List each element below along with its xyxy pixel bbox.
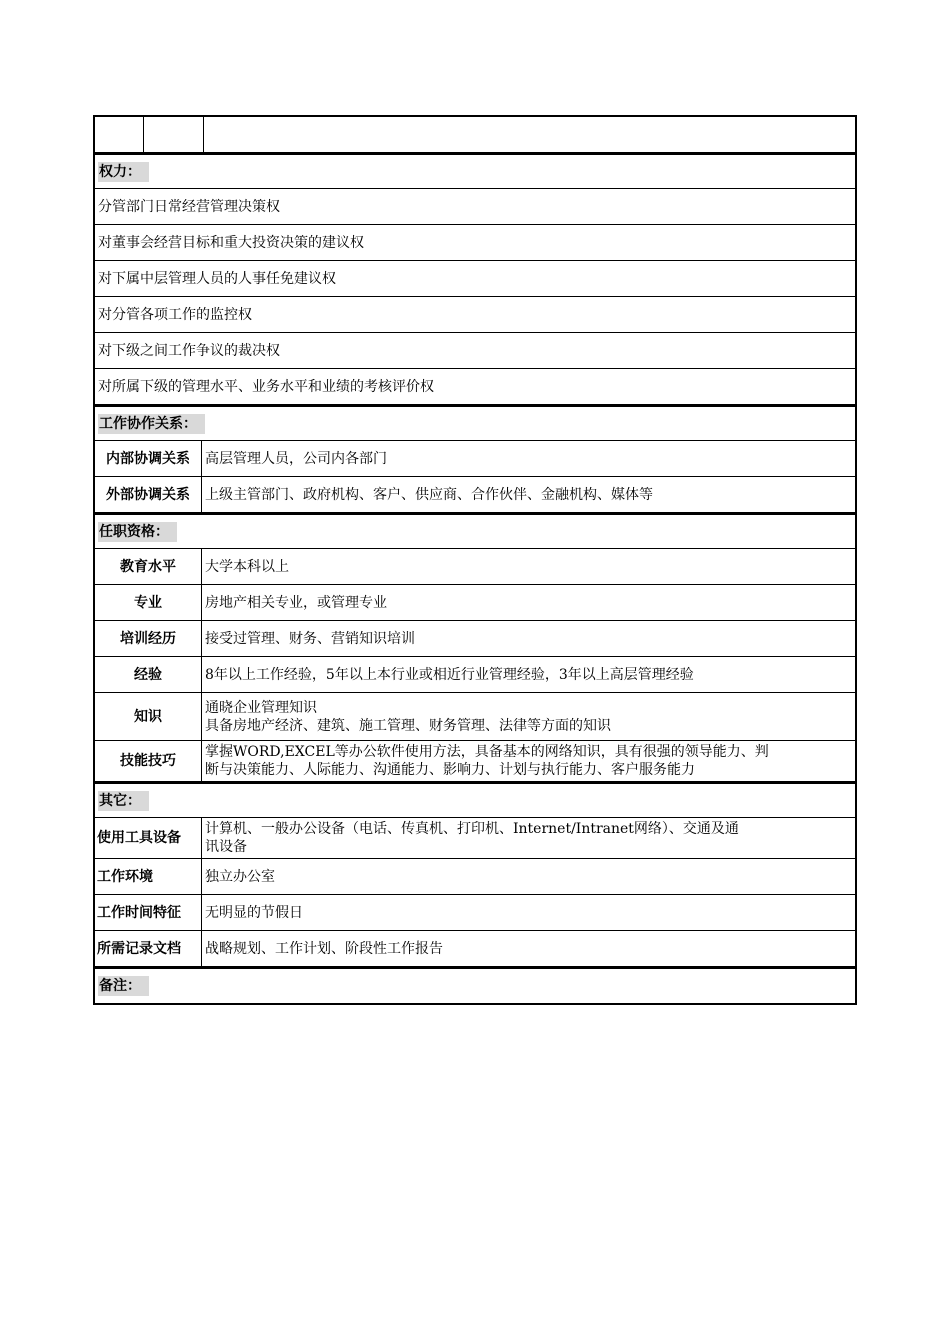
- row-label: 经验: [95, 657, 202, 692]
- qualification-row: [95, 621, 855, 657]
- row-value-line: 通晓企业管理知识: [205, 699, 317, 716]
- power-item: [95, 333, 855, 369]
- cooperation-row: [95, 477, 855, 513]
- other-row: [95, 818, 855, 859]
- cooperation-row: [95, 441, 855, 477]
- power-item: [95, 369, 855, 405]
- row-value-line: 独立办公室: [205, 868, 275, 885]
- power-item-text: 对下级之间工作争议的裁决权: [98, 342, 280, 359]
- section-title: 其它：: [98, 791, 149, 811]
- section-header-power: [95, 153, 855, 189]
- row-label: 知识: [95, 693, 202, 740]
- other-row: [95, 895, 855, 931]
- row-value-line: 计算机、一般办公设备（电话、传真机、打印机、Internet/Intranet网络）、交通及通: [205, 821, 739, 837]
- qualification-row: [95, 549, 855, 585]
- row-label: 内部协调关系: [95, 441, 202, 476]
- power-item: [95, 189, 855, 225]
- blank-cell: [144, 117, 204, 152]
- power-item: [95, 297, 855, 333]
- power-item-text: 对所属下级的管理水平、业务水平和业绩的考核评价权: [98, 378, 434, 395]
- row-label: 教育水平: [95, 549, 202, 584]
- other-row: [95, 859, 855, 895]
- row-value-line: 战略规划、工作计划、阶段性工作报告: [205, 940, 443, 957]
- section-title: 备注：: [98, 976, 149, 996]
- row-value-line: 具备房地产经济、建筑、施工管理、财务管理、法律等方面的知识: [205, 717, 611, 734]
- section-header-cooperation: [95, 405, 855, 441]
- row-value: 高层管理人员，公司内各部门: [205, 450, 387, 467]
- row-label: 外部协调关系: [95, 477, 202, 512]
- section-title: 工作协作关系：: [98, 414, 205, 434]
- section-header-remarks: [95, 967, 855, 1003]
- power-item: [95, 225, 855, 261]
- row-value-line: 讯设备: [205, 839, 247, 855]
- row-label: 所需记录文档: [95, 931, 202, 966]
- qualification-row: [95, 741, 855, 782]
- row-label: 培训经历: [95, 621, 202, 656]
- row-value-line: 接受过管理、财务、营销知识培训: [205, 630, 415, 647]
- row-value: 上级主管部门、政府机构、客户、供应商、合作伙伴、金融机构、媒体等: [205, 486, 653, 503]
- qualification-row: [95, 657, 855, 693]
- row-label: 技能技巧: [95, 741, 202, 781]
- row-value-line: 8年以上工作经验，5年以上本行业或相近行业管理经验，3年以上高层管理经验: [205, 666, 694, 683]
- row-value-line: 大学本科以上: [205, 558, 289, 575]
- power-item-text: 对下属中层管理人员的人事任免建议权: [98, 270, 336, 287]
- row-label: 专业: [95, 585, 202, 620]
- row-label: 工作时间特征: [95, 895, 202, 930]
- power-item-text: 分管部门日常经营管理决策权: [98, 198, 280, 215]
- row-value-line: 掌握WORD,EXCEL等办公软件使用方法，具备基本的网络知识，具有很强的领导能力、判: [205, 744, 769, 760]
- section-header-other: [95, 782, 855, 818]
- section-header-qualification: [95, 513, 855, 549]
- section-title: 任职资格：: [98, 522, 177, 542]
- job-description-table: [93, 115, 857, 1005]
- blank-cell: [95, 117, 144, 152]
- power-item-text: 对分管各项工作的监控权: [98, 306, 252, 323]
- other-row: [95, 931, 855, 967]
- power-item-text: 对董事会经营目标和重大投资决策的建议权: [98, 234, 364, 251]
- row-value-line: 房地产相关专业，或管理专业: [205, 594, 387, 611]
- power-item: [95, 261, 855, 297]
- qualification-row: [95, 693, 855, 741]
- row-value-line: 断与决策能力、人际能力、沟通能力、影响力、计划与执行能力、客户服务能力: [205, 762, 695, 778]
- qualification-row: [95, 585, 855, 621]
- row-label: 工作环境: [95, 859, 202, 894]
- blank-header-row: [95, 117, 855, 153]
- blank-cell: [204, 117, 855, 152]
- row-value-line: 无明显的节假日: [205, 904, 303, 921]
- row-label: 使用工具设备: [95, 818, 202, 858]
- section-title: 权力：: [98, 162, 149, 182]
